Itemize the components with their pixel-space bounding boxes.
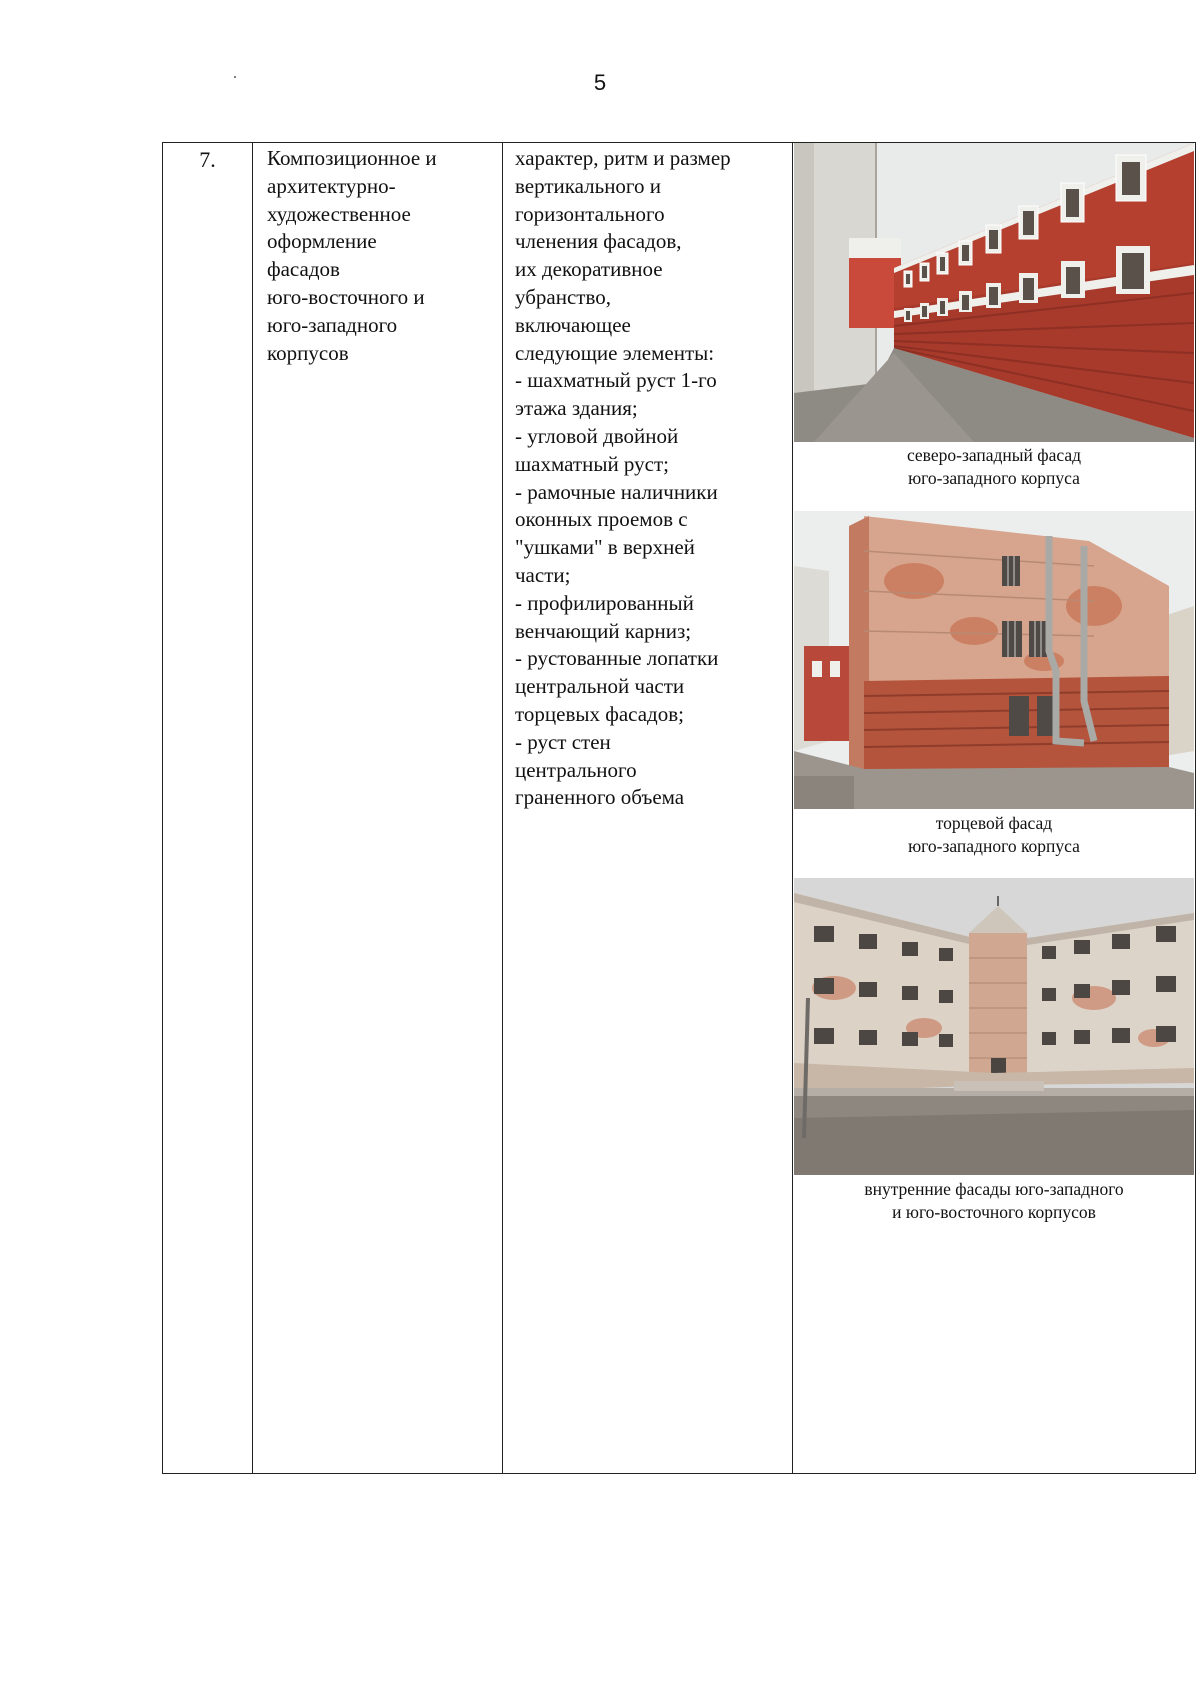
- description-line: шахматный руст;: [515, 451, 669, 476]
- feature-name-line: оформление: [267, 229, 377, 254]
- description-line: - профилированный: [515, 590, 694, 615]
- caption-line: юго-западного корпуса: [908, 836, 1080, 856]
- caption-line: юго-западного корпуса: [908, 468, 1080, 488]
- description-line: их декоративное: [515, 257, 663, 282]
- photo-northwest-facade: [794, 143, 1194, 442]
- feature-name-line: корпусов: [267, 340, 349, 365]
- description-line: центрального: [515, 757, 637, 782]
- description-line: этажа здания;: [515, 396, 638, 421]
- object-features-table: [162, 142, 1196, 1474]
- feature-name: [253, 143, 503, 1474]
- description-line: вертикального и: [515, 173, 662, 198]
- feature-description: [503, 143, 793, 1474]
- photo-caption: [793, 444, 1195, 490]
- description-line: - руст стен: [515, 729, 611, 754]
- caption-line: внутренние фасады юго-западного: [864, 1179, 1124, 1199]
- description-line: граненного объема: [515, 785, 685, 810]
- description-line: следующие элементы:: [515, 340, 715, 365]
- description-line: членения фасадов,: [515, 229, 682, 254]
- description-line: - угловой двойной: [515, 423, 679, 448]
- feature-name-line: юго-западного: [267, 312, 398, 337]
- description-line: центральной части: [515, 674, 685, 699]
- description-line: оконных проемов с: [515, 507, 688, 532]
- photo-inner-facades: [794, 878, 1194, 1175]
- row-number: 7.: [163, 143, 253, 1474]
- photo-caption: [793, 812, 1195, 858]
- feature-name-line: художественное: [267, 201, 411, 226]
- description-line: части;: [515, 562, 571, 587]
- description-line: включающее: [515, 312, 631, 337]
- page-number: 5: [593, 70, 607, 95]
- feature-name-line: фасадов: [267, 257, 340, 282]
- feature-name-line: Композиционное и: [267, 146, 437, 170]
- caption-line: торцевой фасад: [935, 813, 1053, 833]
- description-line: - рамочные наличники: [515, 479, 718, 504]
- photo-end-facade: [794, 511, 1194, 809]
- description-line: торцевых фасадов;: [515, 701, 684, 726]
- caption-line: северо-западный фасад: [906, 445, 1082, 465]
- description-line: "ушками" в верхней: [515, 535, 695, 560]
- description-line: горизонтального: [515, 201, 665, 226]
- description-line: - шахматный руст 1-го: [515, 368, 717, 393]
- table-row: [163, 143, 1196, 1474]
- description-line: убранство,: [515, 284, 611, 309]
- description-line: характер, ритм и размер: [515, 146, 731, 170]
- caption-line: и юго-восточного корпусов: [892, 1202, 1096, 1222]
- description-line: венчающий карниз;: [515, 618, 692, 643]
- feature-name-line: архитектурно-: [267, 173, 396, 198]
- feature-name-line: юго-восточного и: [267, 284, 425, 309]
- description-line: - рустованные лопатки: [515, 646, 719, 671]
- photo-column: [793, 143, 1196, 1474]
- photo-caption: [793, 1178, 1195, 1224]
